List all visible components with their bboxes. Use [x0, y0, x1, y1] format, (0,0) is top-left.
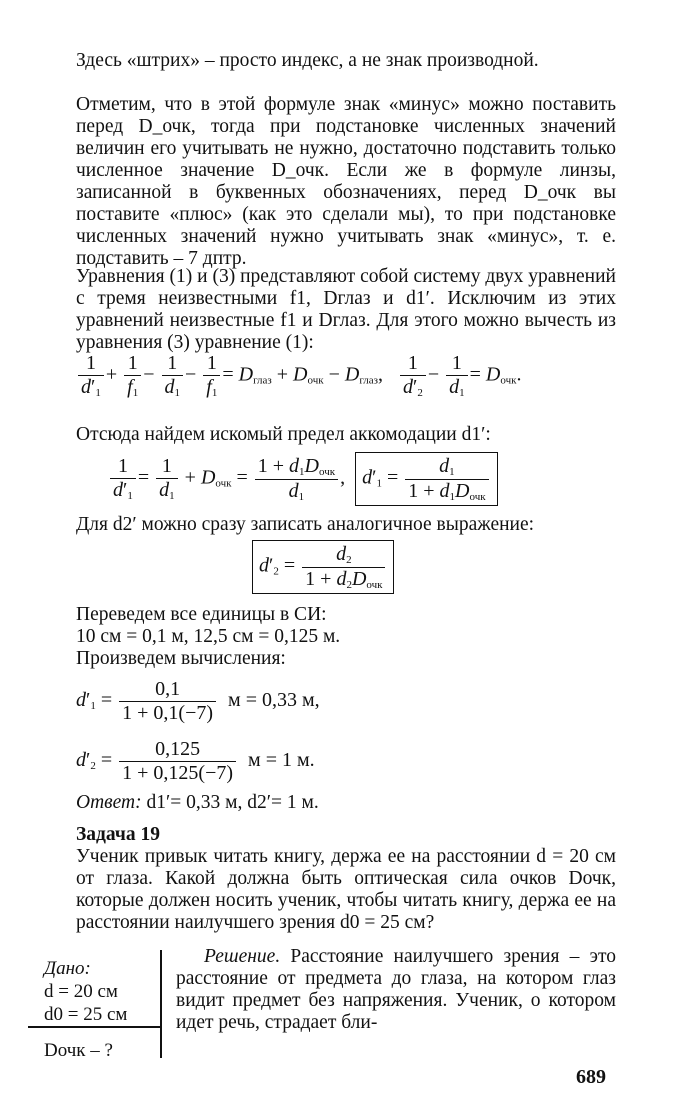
frac-2-d1p: $\frac{1}{d'_1}$ [110, 455, 136, 503]
formula-d2 [252, 540, 394, 594]
answer [76, 792, 616, 814]
task-text: Ученик привык читать книгу, держа ее на расстоянии d = 20 см от глаза. Какой должна быть оптическая сила очков Dочк, которые должен носить ученик, чтобы читать книгу, держа ее на расстоянии наилучшего зрения d0 = 25 см? [76, 846, 616, 934]
calc-d2: $d'_2$ = $\frac{0,125}{1 + 0,125(-7)}$ м = 1 м. [76, 738, 315, 784]
given-label: Дано: [44, 958, 91, 979]
calc1-den: 1 + 0,1(−7) [122, 702, 214, 724]
frac-1-d1c: $\frac{1}{d_1}$ [446, 352, 468, 400]
paragraph-4 [76, 424, 616, 446]
boxed-result-d2: $d'_2$ = $\frac{d_2}{1 + d_2D_{очк}}$ [252, 540, 394, 594]
solution-label: Решение. [204, 946, 281, 967]
page-number: 689 [576, 1066, 606, 1088]
answer-label: Ответ: [76, 792, 142, 813]
paragraph-6 [76, 604, 616, 670]
para6a-text: Переведем все единицы в СИ: [76, 604, 327, 625]
para4-text: Отсюда найдем искомый предел аккомодации d1′: [76, 424, 491, 445]
given-horizontal-rule [28, 1026, 161, 1028]
given-d: d = 20 см [44, 980, 118, 1002]
frac-2-d1: $\frac{1}{d_1}$ [156, 455, 178, 503]
paragraph-5 [76, 514, 616, 536]
frac-1-d1b: $\frac{1}{d_1}$ [162, 352, 184, 400]
given-vertical-rule [160, 950, 162, 1058]
para1-text: Здесь «штрих» – просто индекс, а не знак производной. [76, 50, 539, 71]
calc2-num: 0,125 [119, 738, 236, 762]
calc1-result: м = 0,33 м, [228, 689, 320, 712]
given-d0: d0 = 25 см [44, 1003, 128, 1025]
paragraph-2 [76, 94, 616, 270]
calc2-den: 1 + 0,125(−7) [122, 762, 234, 784]
task-19 [76, 824, 616, 934]
frac-1-f1: $\frac{1}{f_1}$ [124, 352, 141, 400]
para5-text: Для d2′ можно сразу записать аналогичное выражение: [76, 514, 535, 535]
formula-accommodation: $\frac{1}{d'_1}$ = $\frac{1}{d_1}$ + $D_{очк}$ = $\frac{1 + d_1D_{очк}}{d_1}$ , $d'_1$ = $\frac{d_1}{1 + d_1D_{очк}}$ [108, 452, 498, 506]
frac-1-f1b: $\frac{1}{f_1}$ [203, 352, 220, 400]
para6c-text: Произведем вычисления: [76, 648, 286, 670]
calc2-frac [119, 738, 236, 785]
formula-system: $\frac{1}{d'_1}$ + $\frac{1}{f_1}$ − $\frac{1}{d_1}$ − $\frac{1}{f_1}$ = $D_{глаз} + D_{очк} - D_{глаз}$, $\frac{1}{d'_2}$ − $\frac{1}{d_1}$ = $D_{очк}$. [76, 352, 521, 400]
solution [176, 946, 616, 1034]
given-find: Dочк – ? [44, 1040, 113, 1062]
paragraph-1 [76, 50, 616, 72]
para3-text: Уравнения (1) и (3) представляют собой систему двух уравнений с тремя неизвестными f1, Dглаз и d1′. Исключим из этих уравнений неизвестные f1 и Dглаз. Для этого можно вычесть из уравнения (3) уравнение (1): [76, 266, 616, 354]
frac-1-d1: $\frac{1}{d'_1}$ [78, 352, 104, 400]
paragraph-3 [76, 266, 616, 354]
calc1-frac [119, 678, 216, 725]
calc1-num: 0,1 [119, 678, 216, 702]
calc-d1: $d'_1$ = $\frac{0,1}{1 + 0,1(-7)}$ м = 0,33 м, [76, 678, 320, 724]
solution-text: Расстояние наилучшего зрения – это расстояние от предмета до глаза, на котором глаз видит предмет без напряжения. Ученик, о котором идет речь, страдает бли- [176, 946, 616, 1034]
para6b-text: 10 см = 0,1 м, 12,5 см = 0,125 м. [76, 626, 341, 648]
given-block [44, 958, 162, 1063]
task-title: Задача 19 [76, 824, 160, 845]
frac-2-main: $\frac{1 + d_1D_{очк}}{d_1}$ [255, 455, 338, 503]
boxed-result-d1: $d'_1$ = $\frac{d_1}{1 + d_1D_{очк}}$ [355, 452, 497, 506]
answer-text: d1′= 0,33 м, d2′= 1 м. [146, 792, 319, 813]
para2-text: Отметим, что в этой формуле знак «минус» можно поставить перед D_очк, тогда при подстановке численных значений величин его учитывать не нужно, достаточно подставить только численное значение D_очк. Если же в формуле линзы, записанной в буквенных обозначениях, перед D_очк вы поставите «плюс» (как это сделали мы), то при подстановке численных значений нужно учитывать знак «минус», т. е. подставить – 7 дптр. [76, 94, 616, 270]
frac-1-d2: $\frac{1}{d'_2}$ [400, 352, 426, 400]
calc2-result: м = 1 м. [248, 749, 315, 772]
